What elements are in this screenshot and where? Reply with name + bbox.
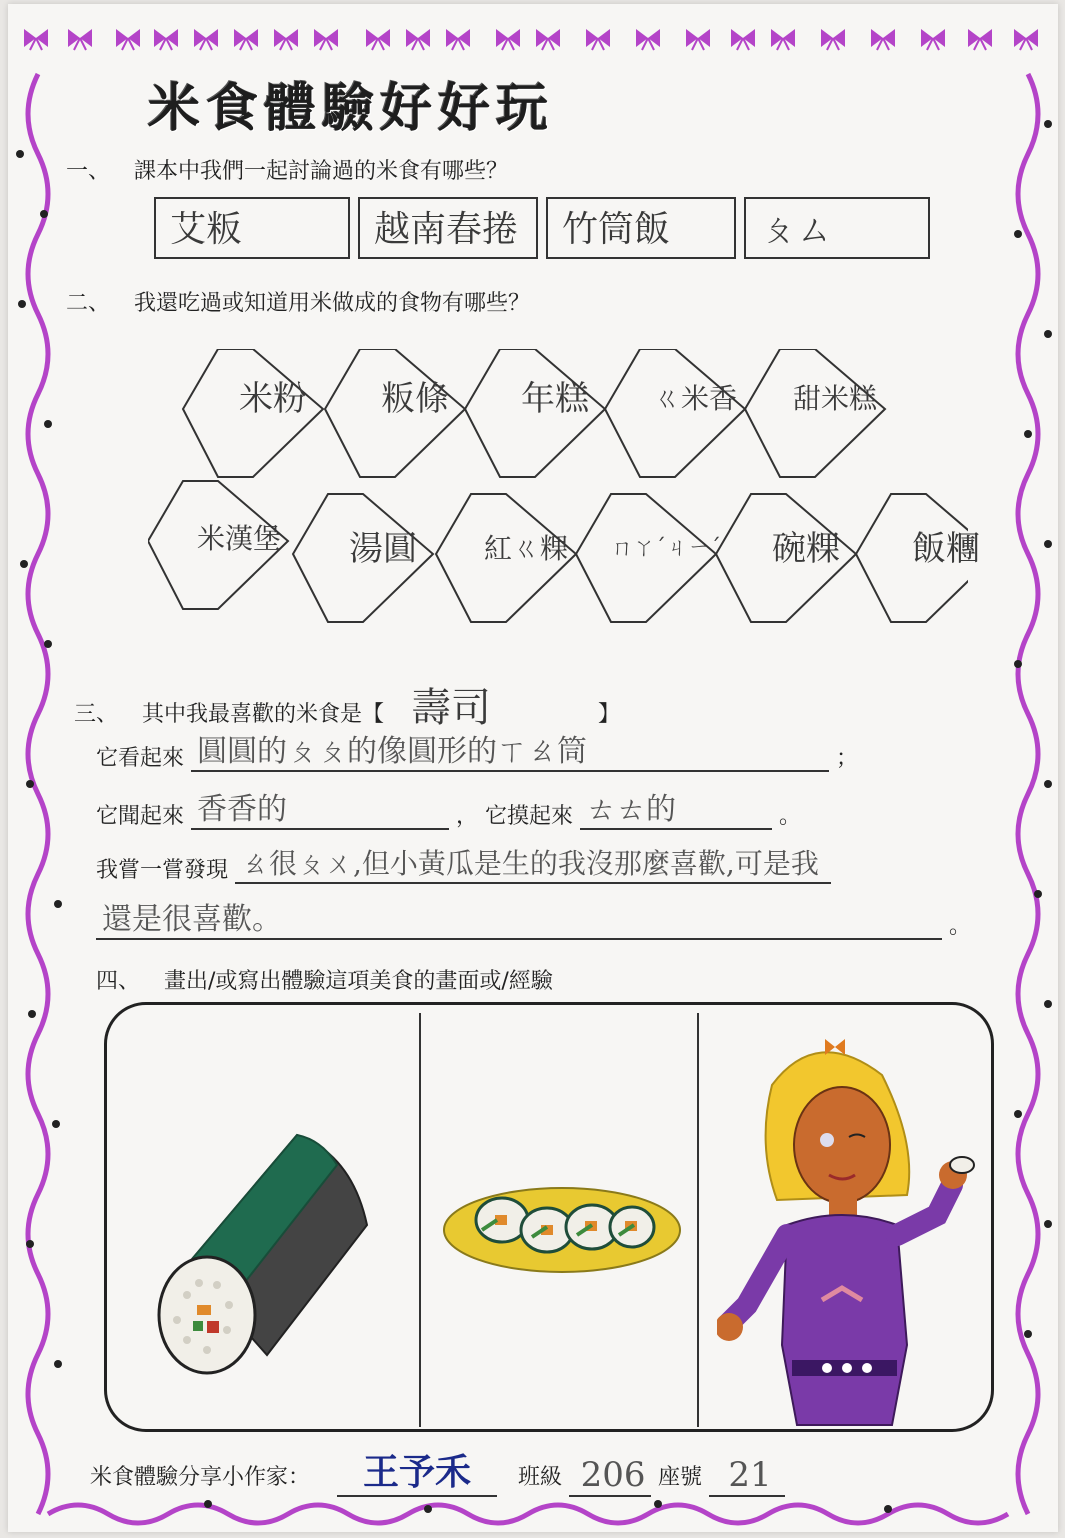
- smell-answer: 香香的: [191, 784, 449, 830]
- hex-answer: 飯糰: [912, 529, 980, 569]
- hex-answer: 碗粿: [772, 529, 840, 569]
- seat-value: 21: [709, 1455, 785, 1497]
- question-1: [66, 154, 508, 185]
- wave-border-right: [1018, 74, 1038, 1514]
- author-name: 王予禾: [363, 1451, 472, 1493]
- taste-end: 。: [949, 914, 972, 939]
- question-2-hex-grid: [148, 349, 980, 649]
- taste-row-2: [96, 894, 971, 940]
- wave-border-bottom: [48, 1505, 1008, 1523]
- hex-answer: 甜米糕: [792, 382, 877, 415]
- question-3-bracket-end: 】: [598, 702, 621, 727]
- touch-label: ， 它摸起來: [456, 804, 574, 829]
- wave-border-left: [28, 74, 48, 1514]
- drawing-panel: [104, 1002, 994, 1432]
- question-1-number: 一、: [66, 159, 111, 184]
- answer-box: 竹筒飯: [546, 197, 736, 259]
- class-value: 206: [569, 1455, 651, 1497]
- look-label: 它看起來: [96, 746, 185, 771]
- worksheet-title: 米食體驗好好玩: [148, 78, 555, 139]
- smell-label: 它聞起來: [96, 804, 185, 829]
- question-2: [66, 286, 530, 317]
- question-4: [96, 964, 553, 995]
- hex-answer: 紅ㄍ粿: [483, 532, 568, 565]
- worksheet: [8, 4, 1058, 1532]
- look-row: [96, 726, 858, 772]
- author-label: 米食體驗分享小作家：: [90, 1465, 311, 1490]
- hex-answer: 粄條: [381, 379, 449, 419]
- hex-answer: 湯圓: [349, 529, 417, 569]
- sushi-plate-drawing: [437, 1175, 687, 1285]
- panel-divider: [697, 1013, 699, 1427]
- hex-answer: ㄇㄚˊㄐㄧˊ: [611, 536, 722, 561]
- footer: [90, 1444, 785, 1497]
- question-1-answers: [154, 197, 934, 263]
- question-1-text: 課本中我們一起討論過的米食有哪些？: [134, 159, 509, 184]
- bow-border-top: [24, 29, 1038, 50]
- look-answer: 圓圓的ㄆㄆ的像圓形的ㄒㄠ筒: [191, 726, 829, 772]
- taste-label: 我嘗一嘗發現: [96, 858, 229, 883]
- question-3-text: 其中我最喜歡的米食是【: [142, 702, 385, 727]
- look-end: ；: [836, 746, 859, 771]
- hex-answer: ㄍ米香: [652, 382, 737, 415]
- hex-answer: 米漢堡: [196, 522, 281, 555]
- answer-box: ㄆㄙ: [744, 197, 930, 259]
- sushi-roll-drawing: [147, 1115, 387, 1375]
- taste-answer-line-2: 還是很喜歡。: [96, 894, 942, 940]
- touch-answer: ㄊㄊ的: [580, 784, 772, 830]
- taste-answer-line-1: ㄠ很ㄆㄨ,但小黃瓜是生的我沒那麼喜歡,可是我: [235, 842, 831, 884]
- question-2-number: 二、: [66, 291, 111, 316]
- hex-answer: 米粉: [239, 379, 307, 419]
- girl-holding-sushi-drawing: [717, 1025, 977, 1430]
- question-3-number: 三、: [74, 702, 119, 727]
- hex-answer: 年糕: [521, 379, 589, 419]
- touch-end: 。: [779, 804, 802, 829]
- question-4-number: 四、: [96, 969, 141, 994]
- taste-row: [96, 842, 831, 884]
- answer-box: 越南春捲: [358, 197, 538, 259]
- question-2-text: 我還吃過或知道用米做成的食物有哪些？: [134, 291, 531, 316]
- class-label: 班級: [518, 1465, 563, 1490]
- question-3: [74, 676, 620, 733]
- answer-box: 艾粄: [154, 197, 350, 259]
- favorite-food: 壽司: [411, 685, 492, 731]
- smell-touch-row: [96, 784, 801, 830]
- question-4-text: 畫出/或寫出體驗這項美食的畫面或/經驗: [164, 969, 553, 994]
- panel-divider: [419, 1013, 421, 1427]
- seat-label: 座號: [658, 1465, 703, 1490]
